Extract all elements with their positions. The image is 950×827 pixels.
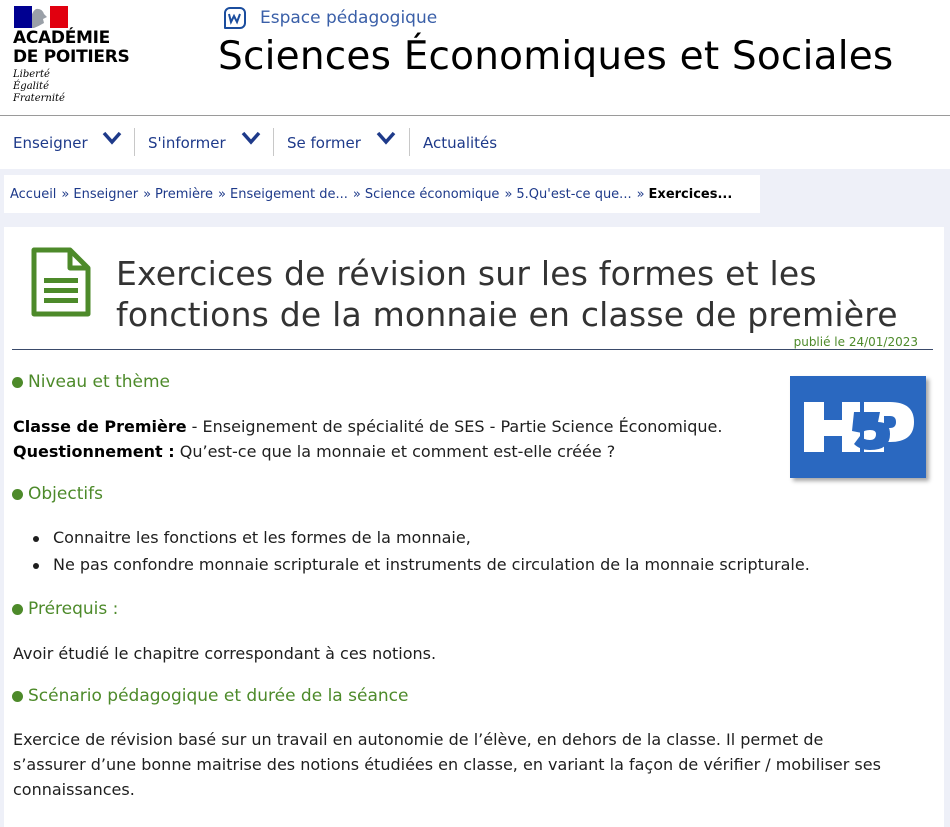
bullet-dot-icon xyxy=(12,489,23,500)
list-item-text: Ne pas confondre monnaie scripturale et instruments de circulation de la monnaie scripturale. xyxy=(53,555,810,574)
h5p-logo-icon xyxy=(790,376,926,478)
espace-pedagogique-label: Espace pédagogique xyxy=(260,8,438,28)
prerequis-text: Avoir étudié le chapitre correspondant à ces notions. xyxy=(13,644,437,663)
h5p-logo-text: H5P xyxy=(790,376,792,377)
section-heading-text: Prérequis : xyxy=(28,599,119,619)
list-item xyxy=(33,528,471,547)
nav-divider xyxy=(134,128,135,156)
marianne-flag-icon xyxy=(14,6,68,28)
site-title[interactable]: Sciences Économiques et Sociales xyxy=(218,34,894,79)
breadcrumb-current: Exercices... xyxy=(648,186,733,202)
section-heading-niveau xyxy=(12,372,170,392)
chevron-down-icon[interactable] xyxy=(241,131,261,145)
title-divider xyxy=(12,349,933,350)
motto-fraternite: Fraternité xyxy=(13,93,65,104)
questionnement-value: Qu’est-ce que la monnaie et comment est-elle créée ? xyxy=(174,442,616,461)
page-title: Exercices de révision sur les formes et les fonctions de la monnaie en classe de première xyxy=(116,254,898,334)
chevron-down-icon[interactable] xyxy=(102,131,122,145)
questionnement-label: Questionnement : xyxy=(13,442,175,461)
nav-label-enseigner: Enseigner xyxy=(13,133,88,152)
motto-liberte: Liberté xyxy=(13,69,50,80)
bullet-dot-icon xyxy=(12,691,23,702)
breadcrumb-separator-icon: » xyxy=(504,186,513,202)
motto-egalite: Égalité xyxy=(13,81,49,92)
nav-label-actualites: Actualités xyxy=(423,133,498,152)
list-item xyxy=(33,555,810,574)
breadcrumb-science-economique[interactable]: Science économique xyxy=(364,186,500,202)
org-name-line1: ACADÉMIE xyxy=(13,28,110,48)
nav-item-actualites[interactable] xyxy=(423,116,497,169)
breadcrumb-separator-icon: » xyxy=(143,186,152,202)
scenario-text-line: connaissances. xyxy=(13,780,135,799)
breadcrumb-separator-icon: » xyxy=(352,186,361,202)
section-heading-text: Scénario pédagogique et durée de la séance xyxy=(28,686,409,706)
list-item-text: Connaitre les fonctions et les formes de la monnaie, xyxy=(53,528,471,547)
main-nav xyxy=(0,116,950,169)
breadcrumb-quest-ce-que[interactable]: 5.Qu'est-ce que... xyxy=(516,186,632,202)
section-heading-objectifs xyxy=(12,484,103,504)
publish-date: publié le 24/01/2023 xyxy=(793,335,918,349)
classe-line xyxy=(13,414,722,439)
section-heading-prerequis xyxy=(12,599,118,619)
scenario-text-line: Exercice de révision basé sur un travail en autonomie de l’élève, en dehors de la classe. Il permet de xyxy=(13,730,824,749)
breadcrumb-enseigner[interactable]: Enseigner xyxy=(73,186,139,202)
academie-logo[interactable] xyxy=(13,6,129,105)
nav-label-sinformer: S'informer xyxy=(148,133,226,152)
breadcrumb xyxy=(4,175,760,213)
scenario-text-line: s’assurer d’une bonne maitrise des notions étudiées en classe, en variant la façon de vérifier / mobiliser ses xyxy=(13,755,881,774)
breadcrumb-separator-icon: » xyxy=(61,186,70,202)
site-header xyxy=(0,0,950,116)
nav-divider xyxy=(273,128,274,156)
section-heading-scenario xyxy=(12,686,408,706)
section-heading-text: Niveau et thème xyxy=(28,372,171,392)
classe-label: Classe de Première xyxy=(13,417,187,436)
nav-item-enseigner[interactable] xyxy=(13,116,88,169)
h5p-logo xyxy=(790,376,926,478)
espace-pedagogique-link[interactable] xyxy=(224,7,437,29)
breadcrumb-premiere[interactable]: Première xyxy=(155,186,214,202)
breadcrumb-enseignement[interactable]: Enseigement de... xyxy=(230,186,348,202)
breadcrumb-accueil[interactable]: Accueil xyxy=(10,186,57,202)
nav-label-seformer: Se former xyxy=(287,133,361,152)
section-heading-text: Objectifs xyxy=(28,484,103,504)
document-icon xyxy=(30,246,92,318)
nav-item-sinformer[interactable] xyxy=(148,116,226,169)
chevron-down-icon[interactable] xyxy=(376,131,396,145)
breadcrumb-separator-icon: » xyxy=(636,186,645,202)
bullet-dot-icon xyxy=(12,377,23,388)
org-name-line2: DE POITIERS xyxy=(13,47,130,67)
breadcrumb-separator-icon: » xyxy=(218,186,226,202)
nav-divider xyxy=(409,128,410,156)
espace-pedagogique-icon xyxy=(224,7,246,29)
nav-item-seformer[interactable] xyxy=(287,116,361,169)
classe-value: - Enseignement de spécialité de SES - Partie Science Économique. xyxy=(186,417,723,436)
questionnement-line xyxy=(13,439,615,464)
bullet-dot-icon xyxy=(12,604,23,615)
